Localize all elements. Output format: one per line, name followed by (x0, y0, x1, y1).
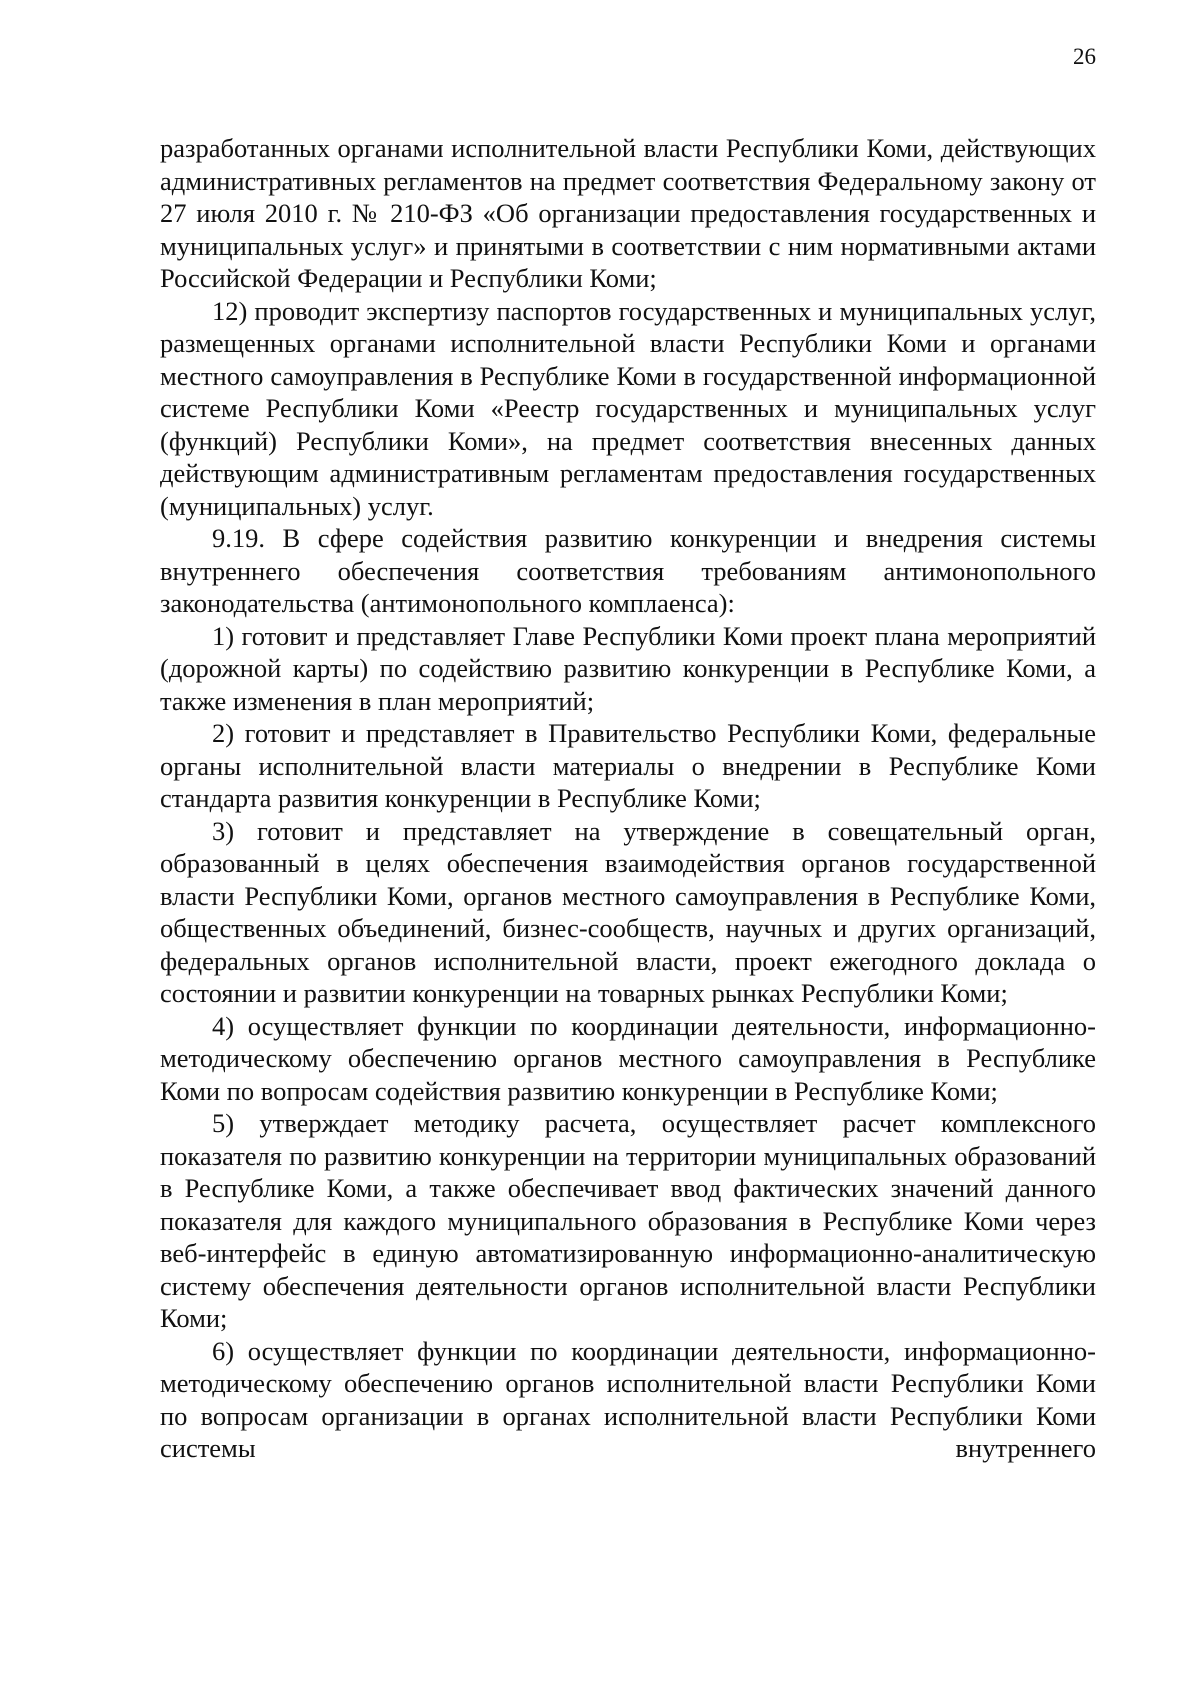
paragraph-section-9-19: 9.19. В сфере содействия развитию конкуренции и внедрения системы внутреннего обеспечения соответствия требованиям антимонопольного законодательства (антимонопольного комплаенса): (160, 523, 1096, 618)
paragraph-item-6: 6) осуществляет функции по координации деятельности, информационно-методическому обеспечению органов исполнительной власти Республики Коми по вопросам организации в органах исполнительной власти Республики Коми системы внутреннего (160, 1335, 1096, 1463)
paragraph-item-4: 4) осуществляет функции по координации деятельности, информационно-методическому обеспечению органов местного самоуправления в Республике Коми по вопросам содействия развитию конкуренции в Республике Коми; (160, 1010, 1096, 1106)
paragraph-continuation: разработанных органами исполнительной власти Республики Коми, действующих административных регламентов на предмет соответствия Федеральному закону от 27 июля 2010 г. № 210-ФЗ «Об организации предоставления государственных и муниципальных услуг» и принятыми в соответствии с ним нормативными актами Российской Федерации и Республики Коми; (160, 133, 1096, 293)
paragraph-item-5: 5) утверждает методику расчета, осуществляет расчет комплексного показателя по развитию конкуренции на территории муниципальных образований в Республике Коми, а также обеспечивает ввод фактических значений данного показателя для каждого муниципального образования в Республике Коми через веб-интерфейс в единую автоматизированную информационно-аналитическую систему обеспечения деятельности органов исполнительной власти Республики Коми; (160, 1108, 1096, 1333)
paragraph-item-1: 1) готовит и представляет Главе Республики Коми проект плана мероприятий (дорожной карты) по содействию развитию конкуренции в Республике Коми, а также изменения в план мероприятий; (160, 620, 1096, 716)
paragraph-item-12: 12) проводит экспертизу паспортов государственных и муниципальных услуг, размещенных органами исполнительной власти Республики Коми и органами местного самоуправления в Республике Коми в государственной информационной системе Республики Коми «Реестр государственных и муниципальных услуг (функций) Республики Коми», на предмет соответствия внесенных данных действующим административным регламентам предоставления государственных (муниципальных) услуг. (160, 295, 1096, 521)
page-number: 26 (1073, 44, 1096, 69)
paragraph-item-3: 3) готовит и представляет на утверждение в совещательный орган, образованный в целях обеспечения взаимодействия органов государственной власти Республики Коми, органов местного самоуправления в Республике Коми, общественных объединений, бизнес-сообществ, научных и других организаций, федеральных органов исполнительной власти, проект ежегодного доклада о состоянии и развитии конкуренции на товарных рынках Республики Коми; (160, 815, 1096, 1008)
paragraph-item-2: 2) готовит и представляет в Правительство Республики Коми, федеральные органы исполнительной власти материалы о внедрении в Республике Коми стандарта развития конкуренции в Республике Коми; (160, 718, 1096, 813)
document-body (160, 132, 1096, 1465)
